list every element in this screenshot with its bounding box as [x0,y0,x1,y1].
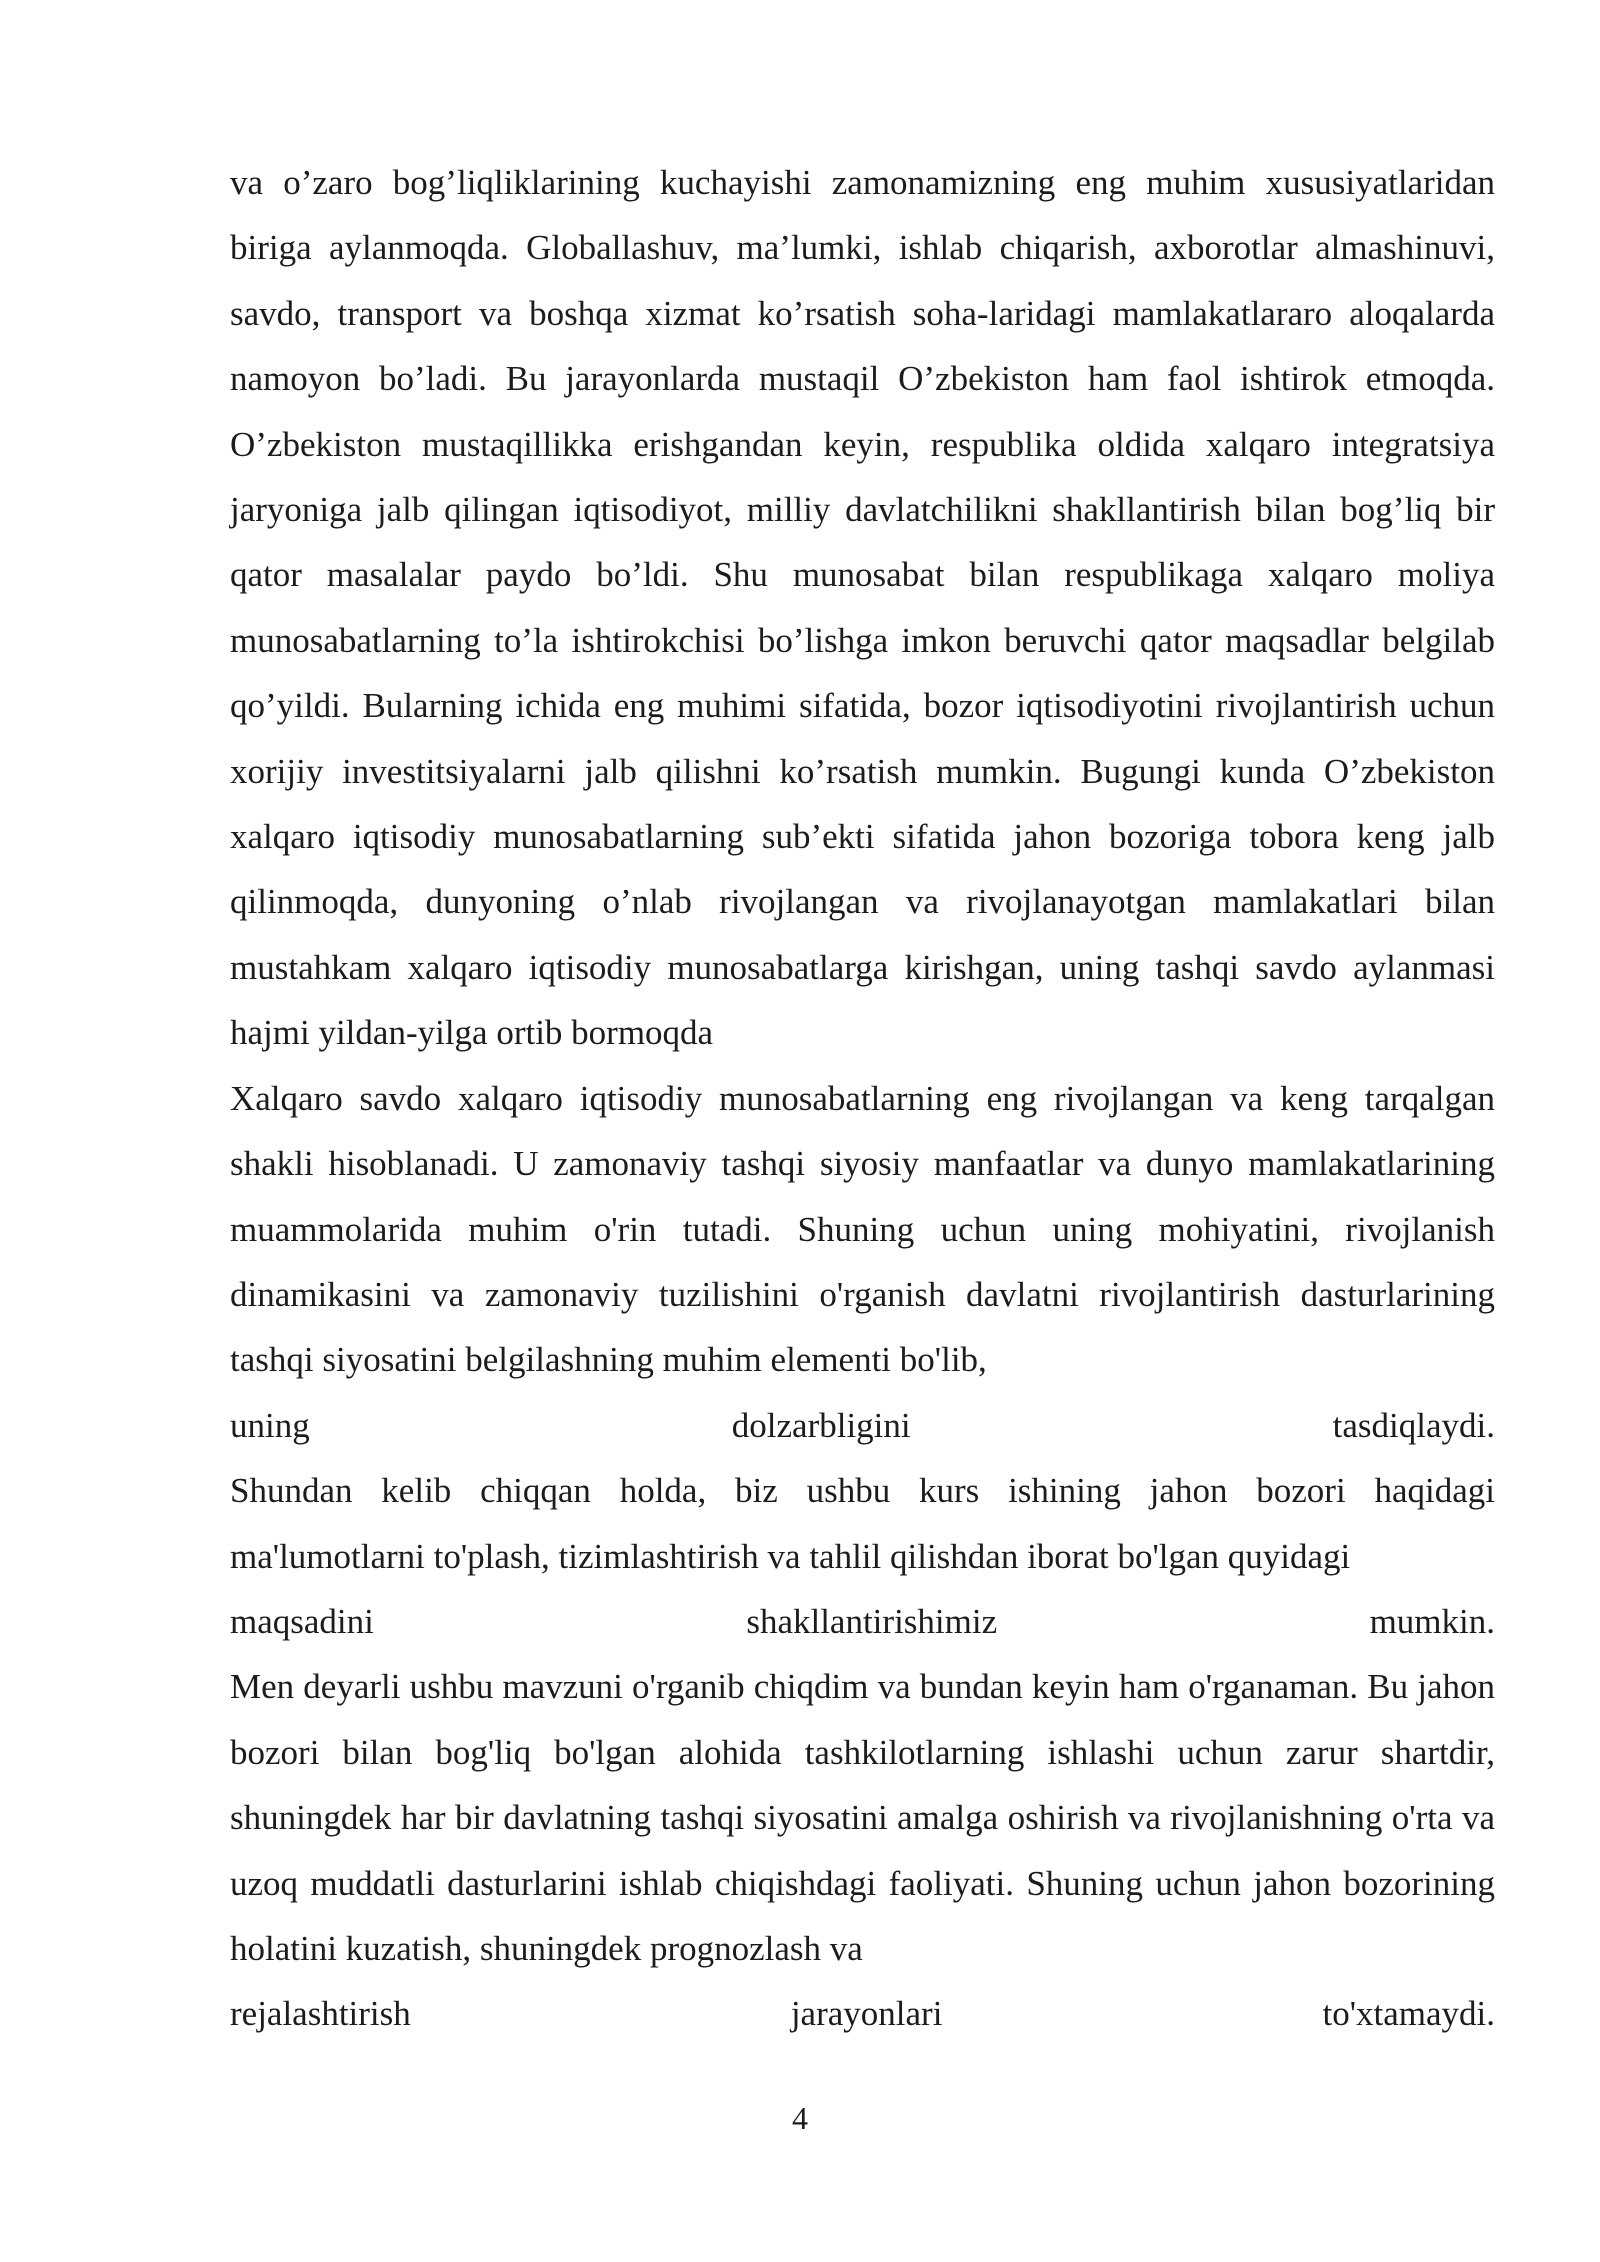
paragraph-course-goal: Shundan kelib chiqqan holda, biz ushbu kurs ishining jahon bozori haqidagi ma'lumotlarni to'plash, tizimlashtirish va tahlil qilishdan iborat bo'lgan quyidagi [230,1471,1495,1576]
paragraph-course-goal-last-line: maqsadini shakllantirishimiz mumkin. [230,1601,1495,1641]
paragraph-topic-study-last-line: rejalashtirish jarayonlari to'xtamaydi. [230,1994,1495,2034]
paragraph-international-trade-last-line: uning dolzarbligini tasdiqlaydi. [230,1405,1495,1445]
paragraph-globalization: va o’zaro bog’liqliklarining kuchayishi zamonamizning eng muhim xususiyatlaridan biriga aylanmoqda. Globallashuv, ma’lumki, ishlab chiqarish, axborotlar almashinuvi, savdo, transport va boshqa xizmat ko’rsatish soha-laridagi mamlakatlararo aloqalarda namoyon bo’ladi. Bu jarayonlarda mustaqil O’zbekiston ham faol ishtirok etmoqda. O’zbekiston mustaqillikka erishgandan keyin, respublika oldida xalqaro integratsiya jaryoniga jalb qilingan iqtisodiyot, milliy davlatchilikni shakllantirish bilan bog’liq bir qator masalalar paydo bo’ldi. Shu munosabat bilan respublikaga xalqaro moliya munosabatlarning to’la ishtirokchisi bo’lishga imkon beruvchi qator maqsadlar belgilab qo’yildi. Bularning ichida eng muhimi sifatida, bozor iqtisodiyotini rivojlantirish uchun xorijiy investitsiyalarni jalb qilishni ko’rsatish mumkin. Bugungi kunda O’zbekiston xalqaro iqtisodiy munosabatlarning sub’ekti sifatida jahon bozoriga tobora keng jalb qilinmoqda, dunyoning o’nlab rivojlangan va rivojlanayotgan mamlakatlari bilan mustahkam xalqaro iqtisodiy munosabatlarga kirishgan, uning tashqi savdo aylanmasi hajmi yildan-yilga ortib bormoqda [230,163,1495,1053]
paragraph-topic-study: Men deyarli ushbu mavzuni o'rganib chiqdim va bundan keyin ham o'rganaman. Bu jahon bozori bilan bog'liq bo'lgan alohida tashkilotlarning ishlashi uchun zarur shartdir, shuningdek har bir davlatning tashqi siyosatini amalga oshirish va rivojlanishning o'rta va uzoq muddatli dasturlarini ishlab chiqishdagi faoliyati. Shuning uchun jahon bozorining holatini kuzatish, shuningdek prognozlash va [230,1667,1495,1968]
paragraph-international-trade: Xalqaro savdo xalqaro iqtisodiy munosabatlarning eng rivojlangan va keng tarqalgan shakli hisoblanadi. U zamonaviy tashqi siyosiy manfaatlar va dunyo mamlakatlarining muammolarida muhim o'rin tutadi. Shuning uchun uning mohiyatini, rivojlanish dinamikasini va zamonaviy tuzilishini o'rganish davlatni rivojlantirish dasturlarining tashqi siyosatini belgilashning muhim elementi bo'lib, [230,1078,1495,1380]
page-number: 4 [792,2100,808,2136]
body-text [230,150,1495,2047]
